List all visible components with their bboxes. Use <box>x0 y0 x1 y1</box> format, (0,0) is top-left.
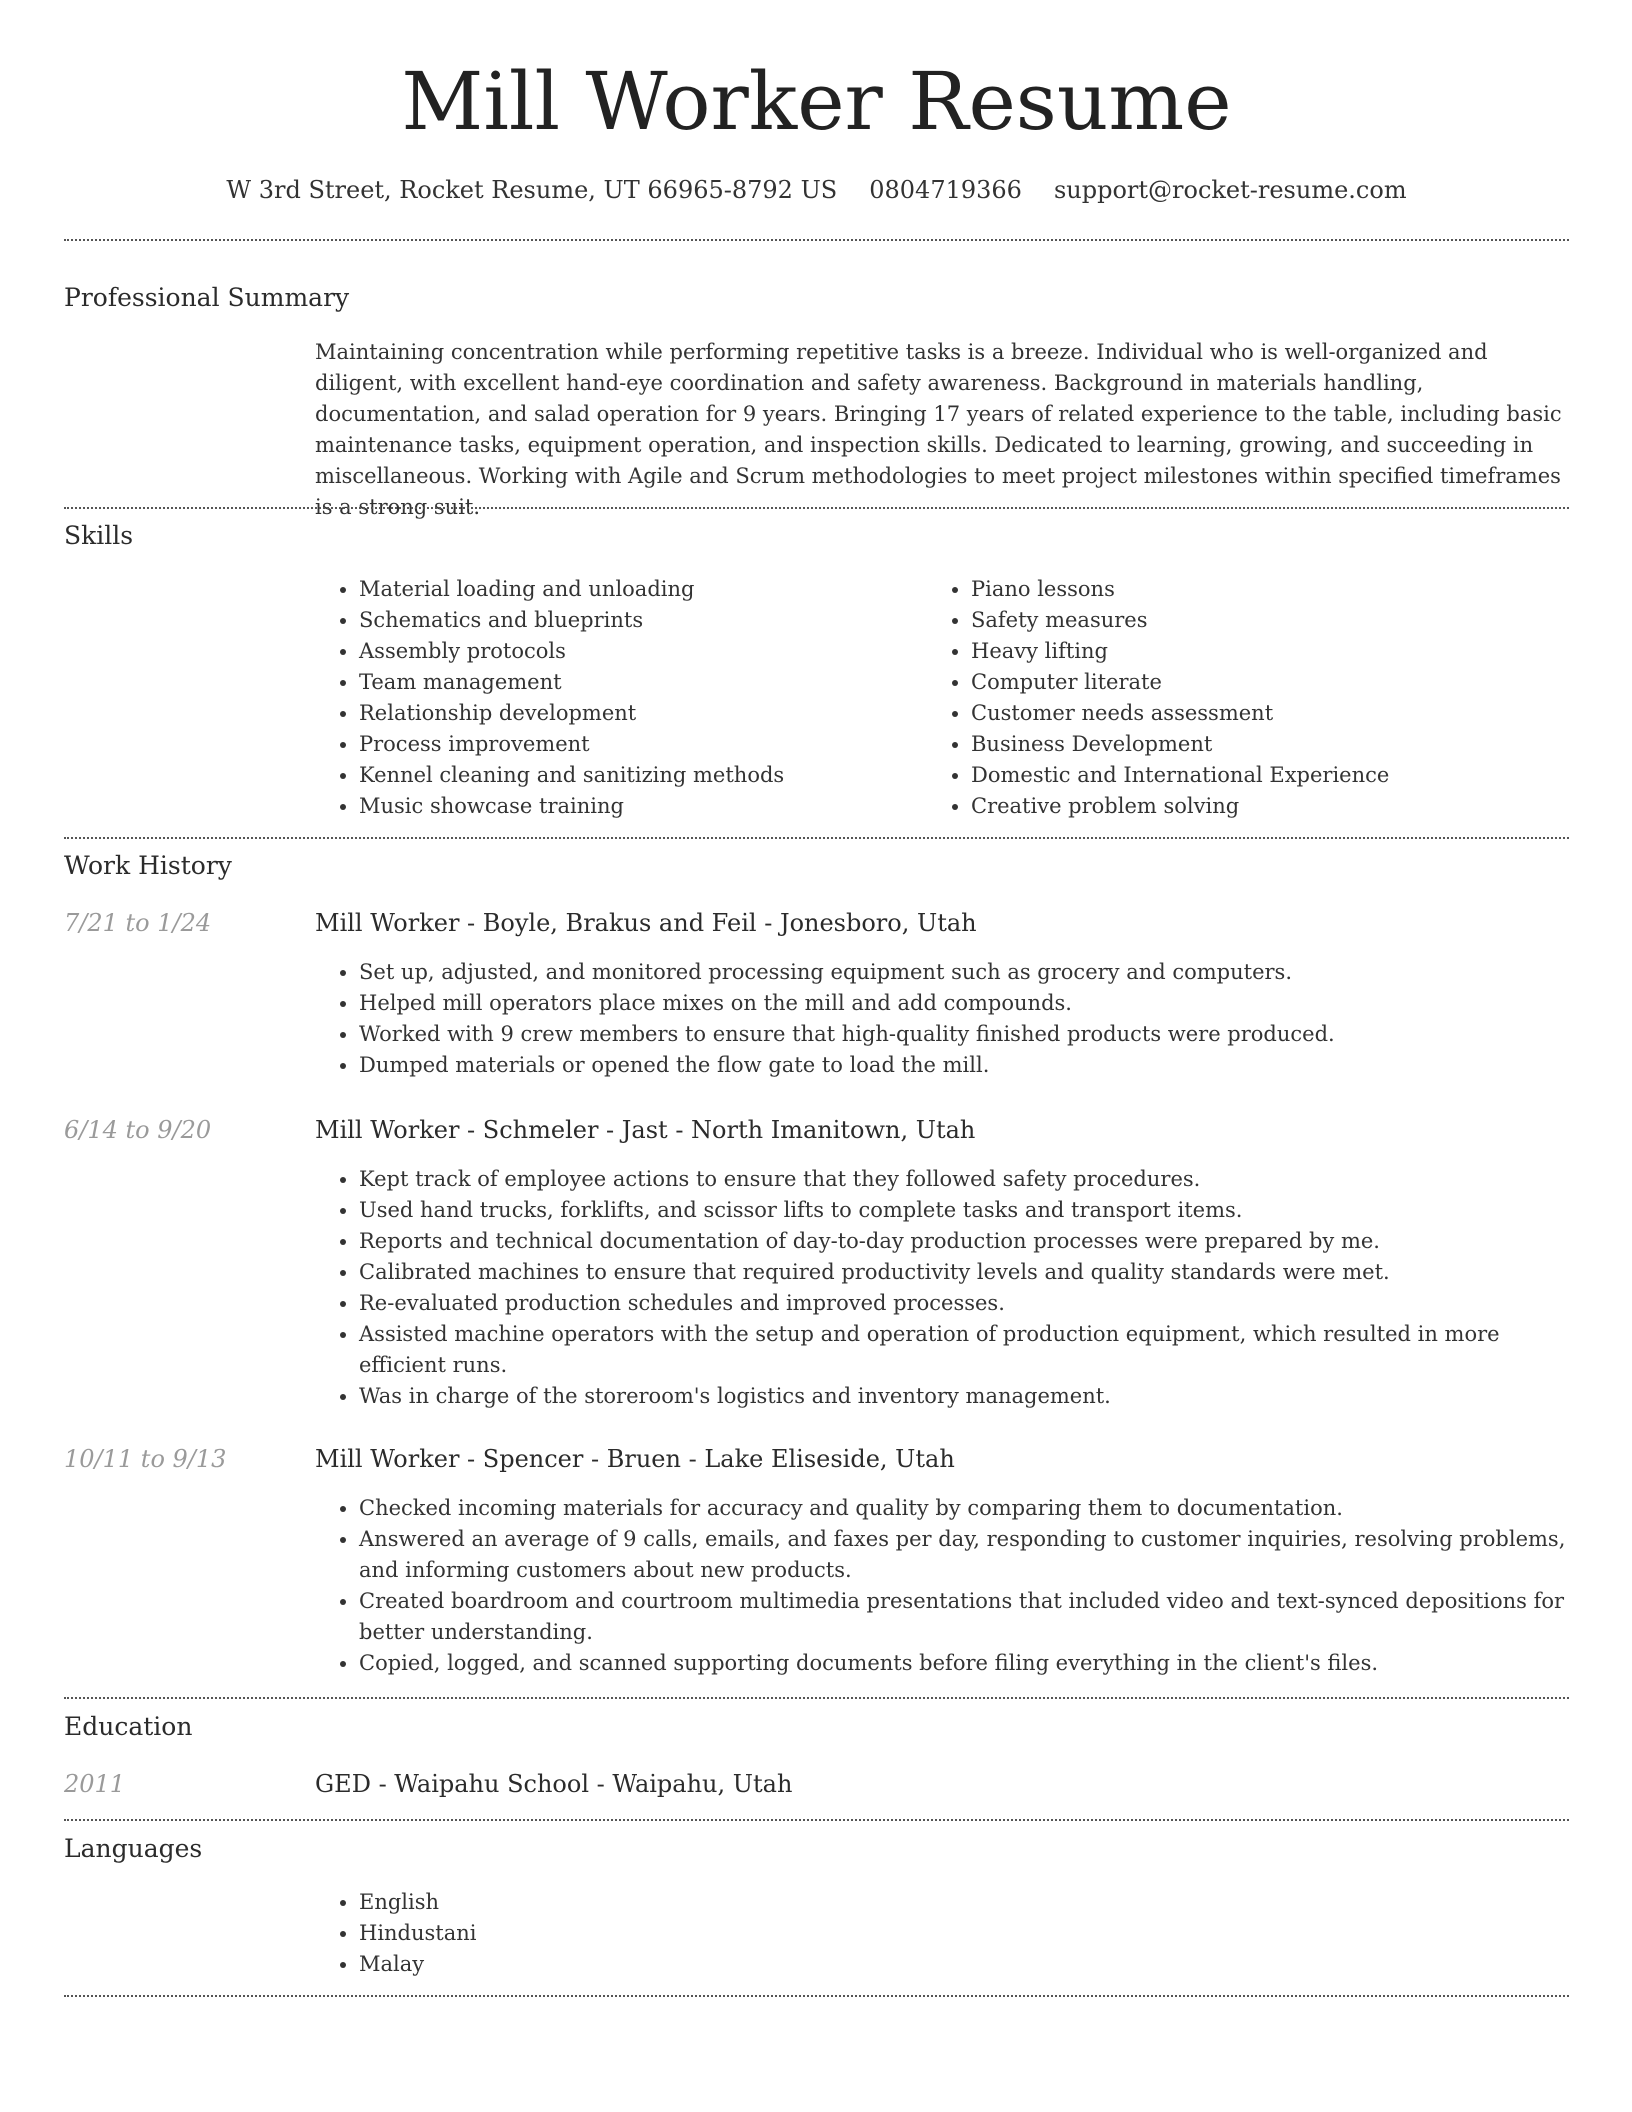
list-item: • Kennel cleaning and sanitizing methods <box>359 760 919 791</box>
contact-email: support@rocket-resume.com <box>1053 176 1407 204</box>
section-heading-summary: Professional Summary <box>64 283 350 312</box>
list-item: • English <box>359 1887 959 1918</box>
list-item: • Kept track of employee actions to ensure that they followed safety procedures. <box>359 1164 1569 1195</box>
list-item: • Answered an average of 9 calls, emails, and faxes per day, responding to customer inquiries, resolving problems, and informing customers about new products. <box>359 1524 1569 1586</box>
list-item: • Used hand trucks, forklifts, and scissor lifts to complete tasks and transport items. <box>359 1195 1569 1226</box>
list-item: • Process improvement <box>359 729 919 760</box>
job-title: Mill Worker - Spencer - Bruen - Lake Eliseside, Utah <box>315 1445 955 1473</box>
job-bullets <box>315 1164 1569 1412</box>
skills-list-left <box>315 574 919 822</box>
divider <box>64 239 1569 241</box>
education-degree: GED - Waipahu School - Waipahu, Utah <box>315 1770 793 1798</box>
list-item: • Heavy lifting <box>971 636 1571 667</box>
list-item: • Created boardroom and courtroom multimedia presentations that included video and text-synced depositions for better understanding. <box>359 1586 1569 1648</box>
list-item: • Computer literate <box>971 667 1571 698</box>
list-item: • Customer needs assessment <box>971 698 1571 729</box>
skills-list-right <box>927 574 1571 822</box>
section-heading-work-history: Work History <box>64 851 232 880</box>
list-item: • Piano lessons <box>971 574 1571 605</box>
section-heading-languages: Languages <box>64 1834 203 1863</box>
list-item: • Assisted machine operators with the setup and operation of production equipment, which resulted in more efficient runs. <box>359 1319 1569 1381</box>
list-item: • Re-evaluated production schedules and improved processes. <box>359 1288 1569 1319</box>
list-item: • Business Development <box>971 729 1571 760</box>
list-item: • Domestic and International Experience <box>971 760 1571 791</box>
divider <box>64 1819 1569 1821</box>
contact-phone: 0804719366 <box>869 176 1022 204</box>
contact-line <box>64 170 1569 210</box>
list-item: • Team management <box>359 667 919 698</box>
list-item: • Checked incoming materials for accuracy and quality by comparing them to documentation. <box>359 1493 1569 1524</box>
divider <box>64 1697 1569 1699</box>
section-heading-education: Education <box>64 1712 193 1741</box>
languages-list <box>315 1887 959 1980</box>
list-item: • Set up, adjusted, and monitored processing equipment such as grocery and computers. <box>359 957 1569 988</box>
job-title: Mill Worker - Boyle, Brakus and Feil - Jonesboro, Utah <box>315 909 977 937</box>
list-item: • Relationship development <box>359 698 919 729</box>
job-bullets <box>315 1493 1569 1679</box>
job-dates: 7/21 to 1/24 <box>64 909 212 937</box>
resume-title: Mill Worker Resume <box>401 55 1232 148</box>
list-item: • Helped mill operators place mixes on the mill and add compounds. <box>359 988 1569 1019</box>
list-item: • Hindustani <box>359 1918 959 1949</box>
section-heading-skills: Skills <box>64 521 134 550</box>
list-item: • Music showcase training <box>359 791 919 822</box>
list-item: • Assembly protocols <box>359 636 919 667</box>
list-item: • Reports and technical documentation of day-to-day production processes were prepared by me. <box>359 1226 1569 1257</box>
list-item: • Was in charge of the storeroom's logistics and inventory management. <box>359 1381 1569 1412</box>
job-title: Mill Worker - Schmeler - Jast - North Imanitown, Utah <box>315 1116 976 1144</box>
divider <box>64 837 1569 839</box>
divider <box>64 1995 1569 1997</box>
list-item: • Calibrated machines to ensure that required productivity levels and quality standards were met. <box>359 1257 1569 1288</box>
list-item: • Copied, logged, and scanned supporting documents before filing everything in the client's files. <box>359 1648 1569 1679</box>
list-item: • Worked with 9 crew members to ensure that high-quality finished products were produced. <box>359 1019 1569 1050</box>
job-bullets <box>315 957 1569 1081</box>
education-year: 2011 <box>64 1770 126 1798</box>
contact-address: W 3rd Street, Rocket Resume, UT 66965-8792 US <box>226 176 838 204</box>
list-item: • Safety measures <box>971 605 1571 636</box>
job-dates: 6/14 to 9/20 <box>64 1116 212 1144</box>
list-item: • Dumped materials or opened the flow gate to load the mill. <box>359 1050 1569 1081</box>
job-dates: 10/11 to 9/13 <box>64 1445 227 1473</box>
list-item: • Schematics and blueprints <box>359 605 919 636</box>
list-item: • Creative problem solving <box>971 791 1571 822</box>
summary-text: Maintaining concentration while performing repetitive tasks is a breeze. Individual who is well-organized and diligent, with excellent hand-eye coordination and safety awareness. Background in materials handling, documentation, and salad operation for 9 years. Bringing 17 years of related experience to the table, including basic maintenance tasks, equipment operation, and inspection skills. Dedicated to learning, growing, and succeeding in miscellaneous. Working with Agile and Scrum methodologies to meet project milestones within specified timeframes is a strong suit. <box>315 340 1562 519</box>
divider <box>64 507 1569 509</box>
list-item: • Material loading and unloading <box>359 574 919 605</box>
list-item: • Malay <box>359 1949 959 1980</box>
